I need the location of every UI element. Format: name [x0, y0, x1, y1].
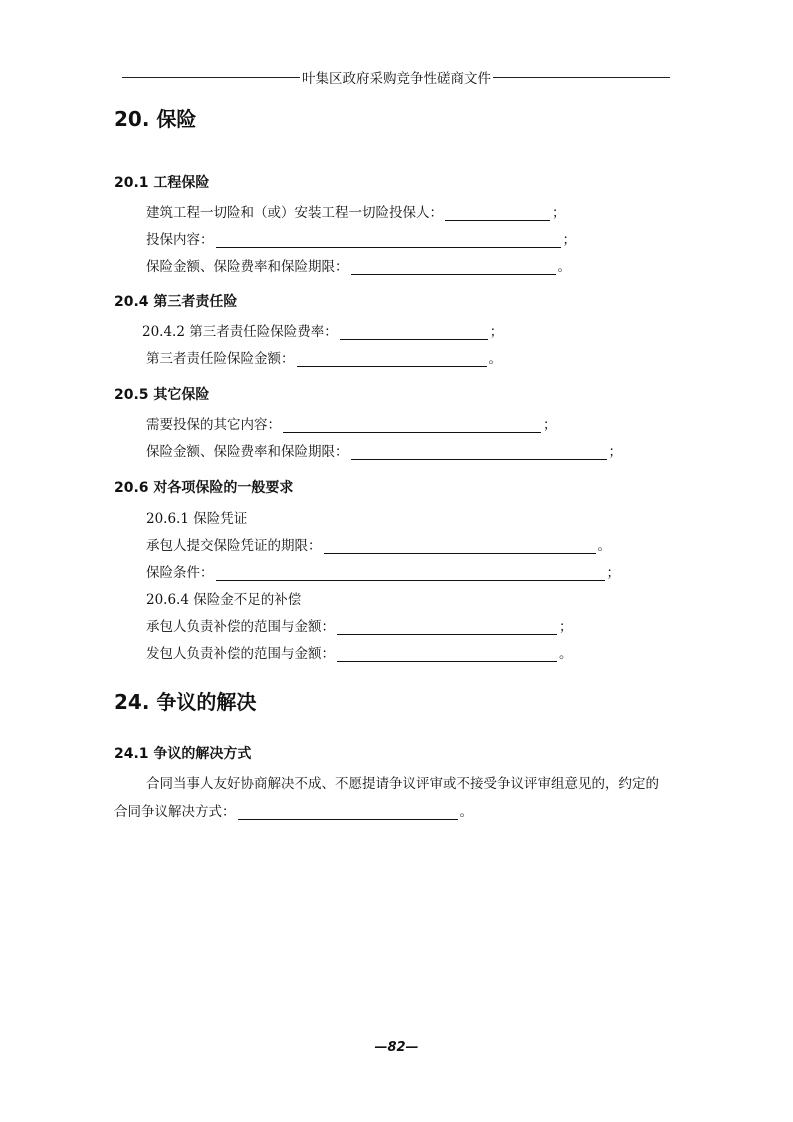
punct: ；	[552, 205, 566, 221]
blank-insurance-amount[interactable]	[351, 260, 556, 275]
line-241-2	[114, 800, 473, 820]
blank-insurance-holder[interactable]	[445, 206, 550, 221]
label-voucher-deadline: 承包人提交保险凭证的期限：	[146, 538, 322, 554]
blank-other-content[interactable]	[283, 418, 541, 433]
section-20-1-title: 20.1 工程保险	[114, 175, 210, 191]
line-206-2	[146, 561, 620, 581]
label-contractor-compensation: 承包人负责补偿的范围与金额：	[146, 619, 335, 635]
page-number: —82—	[374, 1040, 419, 1055]
section-20-5-title: 20.5 其它保险	[114, 387, 210, 403]
label-other-content: 需要投保的其它内容：	[146, 417, 281, 433]
label-insurance-content: 投保内容：	[146, 232, 214, 248]
punct: ；	[562, 232, 576, 248]
line-206-3	[146, 615, 573, 635]
label-other-amount: 保险金额、保险费率和保险期限：	[146, 444, 349, 460]
label-insurance-amount: 保险金额、保险费率和保险期限：	[146, 259, 349, 275]
line-201-1	[146, 201, 566, 221]
line-204-2	[146, 347, 502, 367]
section-20-title: 20. 保险	[114, 107, 197, 131]
blank-voucher-deadline[interactable]	[324, 539, 596, 554]
label-dispute-method: 合同争议解决方式：	[114, 804, 236, 820]
section-20-4-title: 20.4 第三者责任险	[114, 294, 238, 310]
label-employer-compensation: 发包人负责补偿的范围与金额：	[146, 646, 335, 662]
label-insurance-conditions: 保险条件：	[146, 565, 214, 581]
line-205-2	[146, 440, 622, 460]
blank-other-amount[interactable]	[351, 445, 607, 460]
header-title: 叶集区政府采购竞争性磋商文件	[302, 71, 491, 87]
line-206-1	[146, 534, 611, 554]
punct: 。	[597, 538, 611, 554]
punct: ；	[559, 619, 573, 635]
subsection-20-6-4: 20.6.4 保险金不足的补偿	[146, 592, 302, 608]
punct: ；	[606, 565, 620, 581]
blank-insurance-content[interactable]	[216, 233, 561, 248]
section-24-1-title: 24.1 争议的解决方式	[114, 746, 252, 762]
punct: 。	[557, 259, 571, 275]
punct: 。	[488, 351, 502, 367]
subsection-20-6-1: 20.6.1 保险凭证	[146, 511, 248, 527]
punct: ；	[489, 324, 504, 340]
line-205-1	[146, 413, 557, 433]
section-24-title: 24. 争议的解决	[114, 690, 257, 714]
blank-insurance-conditions[interactable]	[216, 566, 605, 581]
blank-third-party-rate[interactable]	[340, 325, 488, 340]
line-201-2	[146, 228, 576, 248]
line-204-1	[142, 320, 503, 340]
blank-employer-compensation[interactable]	[337, 647, 557, 662]
label-insurance-holder: 建筑工程一切险和（或）安装工程一切险投保人：	[146, 205, 443, 221]
label-third-party-amount: 第三者责任险保险金额：	[146, 351, 295, 367]
section-20-6-title: 20.6 对各项保险的一般要求	[114, 480, 294, 496]
punct: ；	[608, 444, 622, 460]
label-third-party-rate: 20.4.2 第三者责任险保险费率：	[142, 324, 338, 340]
punct: ；	[543, 417, 557, 433]
line-206-4	[146, 642, 573, 662]
punct: 。	[559, 646, 573, 662]
blank-contractor-compensation[interactable]	[337, 620, 557, 635]
blank-third-party-amount[interactable]	[297, 352, 487, 367]
blank-dispute-method[interactable]	[238, 805, 458, 820]
para-24-1: 合同当事人友好协商解决不成、不愿提请争议评审或不接受争议评审组意见的，约定的	[146, 776, 659, 792]
punct: 。	[459, 804, 473, 820]
line-201-3	[146, 255, 571, 275]
